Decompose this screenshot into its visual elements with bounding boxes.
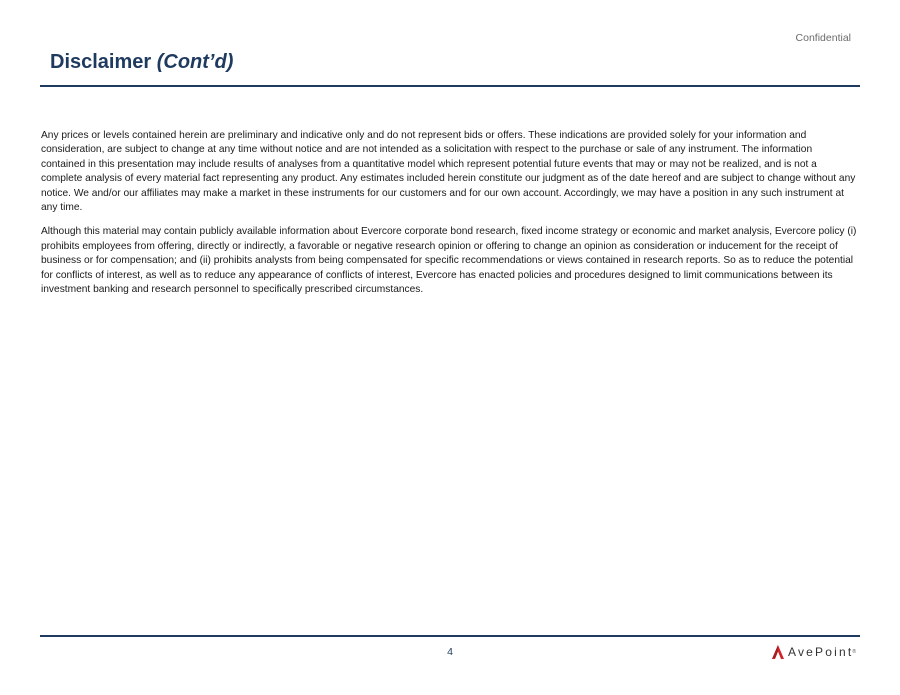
footer-divider (40, 635, 860, 637)
confidential-label: Confidential (795, 32, 851, 44)
header-divider (40, 85, 860, 87)
page-title (50, 51, 233, 74)
avepoint-logo (771, 643, 856, 661)
disclaimer-paragraph-1: Any prices or levels contained herein are preliminary and indicative only and do not represent bids or offers. These indications are provided solely for your information and consideration, are subject to change at any time without notice and are not intended as a solicitation with respect to the purchase or sale of any instrument. The information contained in this presentation may include results of analyses from a quantitative model which represent potential future events that may or may not be realized, and is not a complete analysis of every material fact representing any product. Any estimates included herein constitute our judgment as of the date hereof and are subject to change without any notice. We and/or our affiliates may make a market in these instruments for our customers and for our own account. Accordingly, we may have a position in any such instrument at any time. (41, 130, 856, 214)
avepoint-logo-icon (771, 644, 785, 660)
logo-wordmark: AvePoint (788, 645, 854, 659)
disclaimer-paragraph-2: Although this material may contain publicly available information about Evercore corporate bond research, fixed income strategy or economic and market analysis, Evercore policy (i) prohibits employees from offering, directly or indirectly, a favorable or negative research opinion or offering to change an opinion as consideration or inducement for the receipt of business or for compensation; and (ii) prohibits analysts from being compensated for specific recommendations or views contained in research reports. So as to reduce the potential for conflicts of interest, as well as to reduce any appearance of conflicts of interest, Evercore has enacted policies and procedures designed to limit communications between its investment banking and research personnel to specifically prescribed circumstances. (41, 226, 857, 296)
disclaimer-body (41, 129, 859, 307)
page-title-main: Disclaimer (50, 51, 152, 73)
page-title-italic: (Cont’d) (156, 51, 234, 73)
logo-trademark: ® (852, 649, 857, 655)
page-number: 4 (447, 646, 453, 658)
